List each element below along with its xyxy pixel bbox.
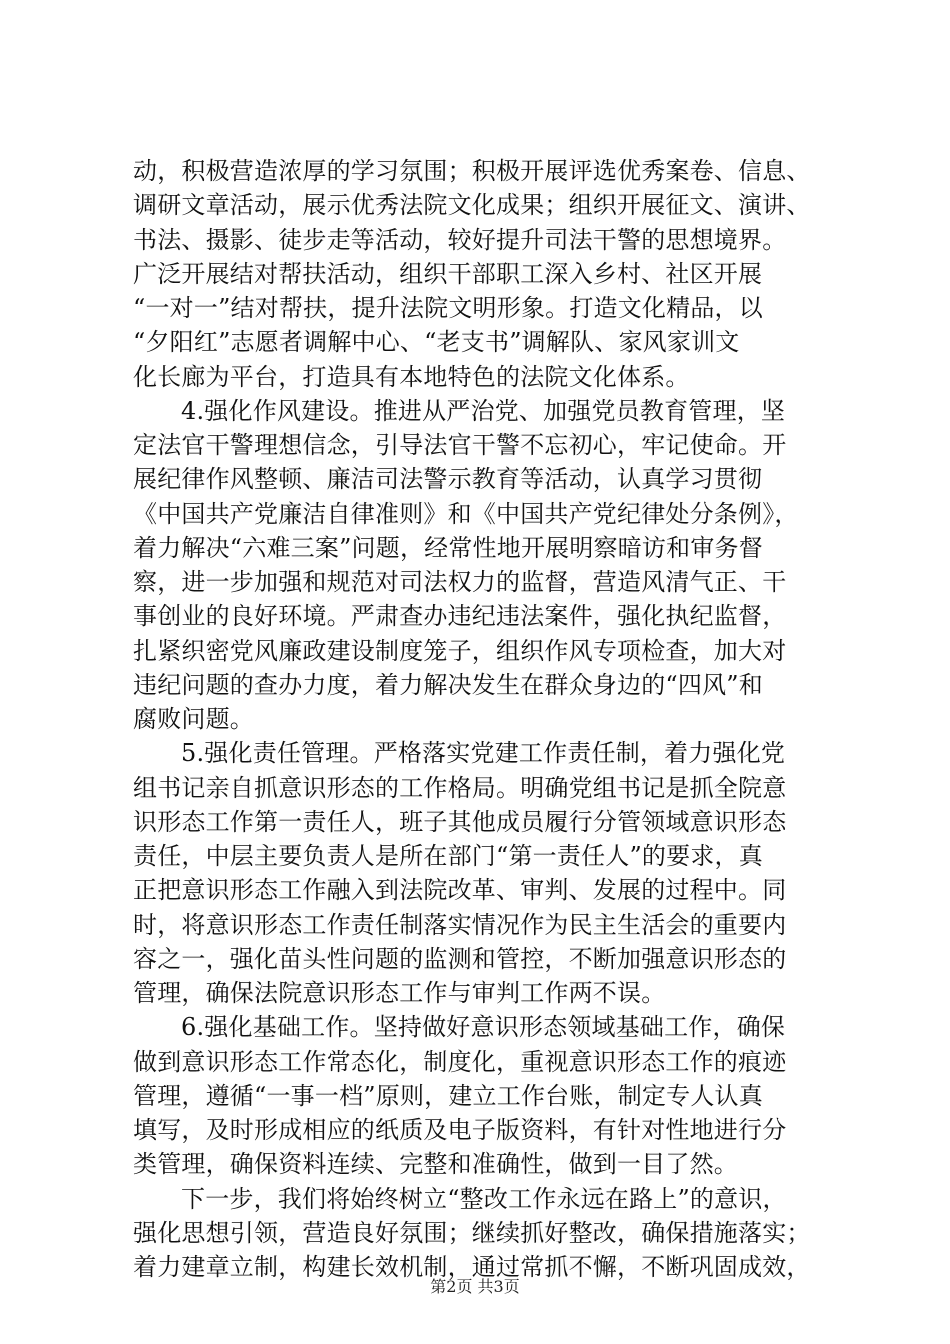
text-line: “一对一”结对帮扶，提升法院文明形象。打造文化精品，以 xyxy=(133,294,763,322)
body-text xyxy=(133,154,833,1284)
text-line: 展纪律作风整顿、廉洁司法警示教育等活动，认真学习贯彻 xyxy=(133,465,763,494)
section-6-heading-line: 6.强化基础工作。坚持做好意识形态领域基础工作，确保 xyxy=(181,1013,786,1042)
text-line: 管理，确保法院意识形态工作与审判工作两不误。 xyxy=(133,979,666,1007)
page-footer: 第2页 共3页 xyxy=(430,1277,520,1296)
text-line: 责任，中层主要负责人是所在部门“第一责任人”的要求，真 xyxy=(133,842,763,870)
text-line: 类管理，确保资料连续、完整和准确性，做到一目了然。 xyxy=(133,1150,738,1179)
text-line: 扎紧织密党风廉政建设制度笼子，组织作风专项检查，加大对 xyxy=(133,636,787,665)
text-line: 事创业的良好环境。严肃查办违纪违法案件，强化执纪监督， xyxy=(133,602,787,631)
text-line: 填写，及时形成相应的纸质及电子版资料，有针对性地进行分 xyxy=(133,1116,787,1144)
text-line: 违纪问题的查办力度，着力解决发生在群众身边的“四风”和 xyxy=(133,670,763,699)
text-line: 识形态工作第一责任人，班子其他成员履行分管领域意识形态 xyxy=(133,807,787,836)
text-line: 化长廊为平台，打造具有本地特色的法院文化体系。 xyxy=(133,362,690,391)
text-line: “夕阳红”志愿者调解中心、“老支书”调解队、家风家训文 xyxy=(133,328,740,357)
text-line: 做到意识形态工作常态化，制度化，重视意识形态工作的痕迹 xyxy=(133,1047,787,1076)
text-line: 组书记亲自抓意识形态的工作格局。明确党组书记是抓全院意 xyxy=(133,773,787,802)
section-4-heading-line: 4.强化作风建设。推进从严治党、加强党员教育管理，坚 xyxy=(181,396,786,425)
text-line: 着力建章立制，构建长效机制，通过常抓不懈，不断巩固成效， xyxy=(133,1253,811,1281)
next-step-paragraph-line: 下一步，我们将始终树立“整改工作永远在路上”的意识， xyxy=(181,1184,787,1213)
text-line: 腐败问题。 xyxy=(133,705,254,733)
text-line: 着力解决“六难三案”问题，经常性地开展明察暗访和审务督 xyxy=(133,533,763,562)
section-5-heading-line: 5.强化责任管理。严格落实党建工作责任制，着力强化党 xyxy=(181,739,786,768)
text-line: 时，将意识形态工作责任制落实情况作为民主生活会的重要内 xyxy=(133,910,787,939)
text-line: 书法、摄影、徒步走等活动，较好提升司法干警的思想境界。 xyxy=(133,225,787,254)
text-line: 调研文章活动，展示优秀法院文化成果；组织开展征文、演讲、 xyxy=(133,191,811,220)
text-line: 察，进一步加强和规范对司法权力的监督，营造风清气正、干 xyxy=(133,568,787,596)
text-line: 容之一，强化苗头性问题的监测和管控，不断加强意识形态的 xyxy=(133,944,787,973)
text-line: 定法官干警理想信念，引导法官干警不忘初心，牢记使命。开 xyxy=(133,431,787,459)
text-line: 《中国共产党廉洁自律准则》和《中国共产党纪律处分条例》， xyxy=(133,499,799,528)
text-line: 动，积极营造浓厚的学习氛围；积极开展评选优秀案卷、信息、 xyxy=(133,157,811,185)
text-line: 强化思想引领，营造良好氛围；继续抓好整改，确保措施落实； xyxy=(133,1218,811,1247)
text-line: 正把意识形态工作融入到法院改革、审判、发展的过程中。同 xyxy=(133,876,787,905)
text-line: 广泛开展结对帮扶活动，组织干部职工深入乡村、社区开展 xyxy=(133,259,763,288)
text-line: 管理，遵循“一事一档”原则，建立工作台账，制定专人认真 xyxy=(133,1081,763,1110)
